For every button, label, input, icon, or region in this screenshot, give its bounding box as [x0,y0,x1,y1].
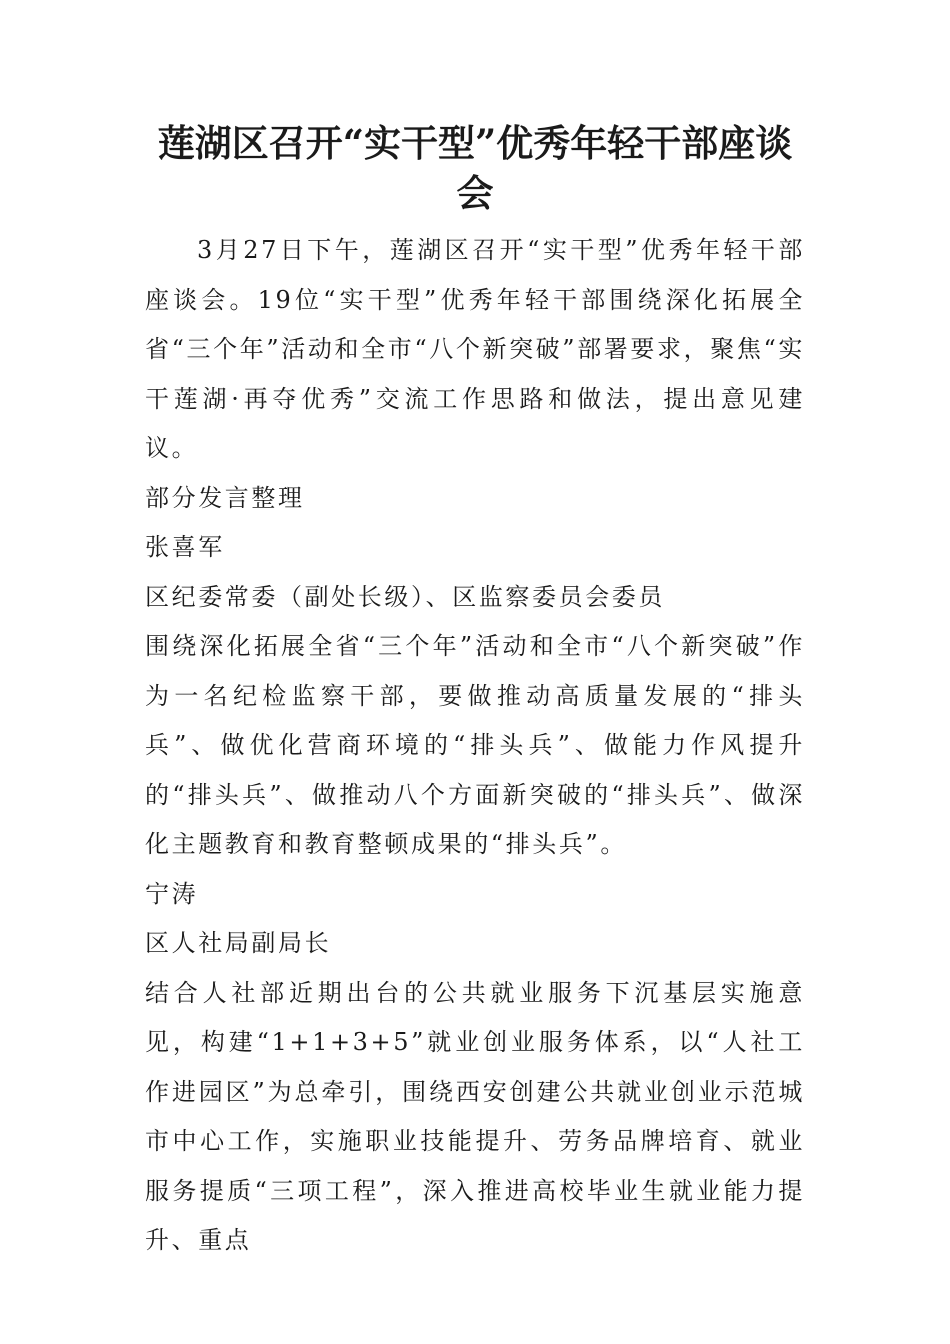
speaker-name: 宁涛 [145,879,199,908]
speaker-speech: 结合人社部近期出台的公共就业服务下沉基层实施意见，构建“1+1+3+5”就业创业服务体系，以“人社工作进园区”为总牵引，围绕西安创建公共就业创业示范城市中心工作，实施职业技能提升、劳务品牌培育、就业服务提质“三项工程”，深入推进高校毕业生就业能力提升、重点 [145,978,805,1254]
document-page [145,118,805,1266]
speaker-block [145,870,805,1266]
speaker-position: 区纪委常委（副处长级）、区监察委员会委员 [145,582,665,611]
speaker-name: 张喜军 [145,533,225,561]
speaker-block [145,523,805,870]
speaker-speech: 围绕深化拓展全省“三个年”活动和全市“八个新突破”作为一名纪检监察干部，要做推动高质量发展的“排头兵”、做优化营商环境的“排头兵”、做能力作风提升的“排头兵”、做推动八个方面新突破的“排头兵”、做深化主题教育和教育整顿成果的“排头兵”。 [145,632,805,858]
intro-paragraph: 3月27日下午，莲湖区召开“实干型”优秀年轻干部座谈会。19位“实干型”优秀年轻干部围绕深化拓展全省“三个年”活动和全市“八个新突破”部署要求，聚焦“实干莲湖·再夺优秀”交流工作思路和做法，提出意见建议。 [145,236,805,462]
speaker-position: 区人社局副局长 [145,929,332,957]
document-title: 莲湖区召开“实干型”优秀年轻干部座谈会 [157,121,793,215]
section-heading: 部分发言整理 [145,483,305,512]
